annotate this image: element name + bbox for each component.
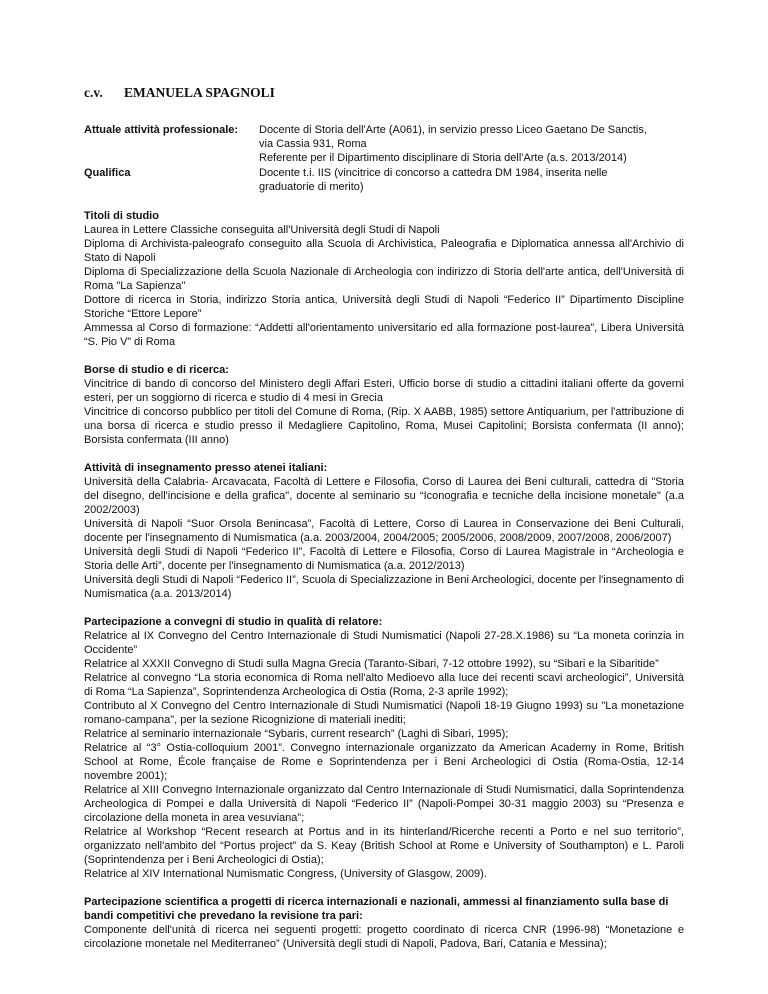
qualification-line: Docente t.i. IIS (vincitrice di concorso a cattedra DM 1984, inserita nelle — [259, 167, 608, 179]
paragraph: Relatrice al Workshop “Recent research at Portus and in its hinterland/Ricerche recenti a Porto e nel suo territorio”, organizzato nell'ambito del “Portus project” da S. Keay (British School at Rome e University of Southampton) e L. Paroli (Soprintendenza per i Beni Archeologici di Ostia); — [84, 826, 684, 866]
person-name: EMANUELA SPAGNOLI — [124, 85, 275, 100]
paragraph: Relatrice al XXXII Convegno di Studi sulla Magna Grecia (Taranto-Sibari, 7-12 ottobre 1992), su “Sibari e la Sibaritide” — [84, 658, 659, 670]
paragraph: Contributo al X Convegno del Centro Internazionale di Studi Numismatici (Napoli 18-19 Giugno 1993) su "La monetazione romano-campana", per la sezione Ricognizione di materiali inediti; — [84, 700, 684, 726]
paragraph: Relatrice al seminario internazionale “Sybaris, current research” (Laghi di Sibari, 1995); — [84, 728, 509, 740]
section-title: Titoli di studio — [84, 210, 159, 222]
qualification-label: Qualifica — [84, 167, 131, 179]
paragraph: Diploma di Archivista-paleografo conseguito alla Scuola di Archivistica, Paleografia e Diplomatica annessa all'Archivio di Stato di Napoli — [84, 238, 684, 264]
current-activity-block — [84, 123, 694, 165]
section-research-projects — [84, 895, 684, 951]
current-activity-line: via Cassia 931, Roma — [259, 138, 367, 150]
cv-label: c.v. — [84, 85, 103, 100]
section-conferences — [84, 615, 684, 881]
paragraph: Dottore di ricerca in Storia, indirizzo Storia antica, Università degli Studi di Napoli “Federico II” Dipartimento Discipline Storiche “Ettore Lepore” — [84, 294, 684, 320]
section-scholarships — [84, 363, 684, 447]
paragraph: Relatrice al “3° Ostia-colloquium 2001”. Convegno internazionale organizzato da American Academy in Rome, British School at Rome, École française de Rome e Soprintendenza per i Beni Archeologici di Ostia (Roma-Ostia, 12-14 novembre 2001); — [84, 742, 684, 782]
paragraph: Componente dell'unità di ricerca nei seguenti progetti: progetto coordinato di ricerca CNR (1996-98) “Monetazione e circolazione monetale nel Mediterraneo” (Università degli studi di Napoli, Padova, Bari, Catania e Messina); — [84, 924, 684, 950]
current-activity-value — [259, 123, 689, 165]
section-education — [84, 209, 684, 349]
paragraph: Relatrice al XIV International Numismatic Congress, (University of Glasgow, 2009). — [84, 868, 487, 880]
qualification-line: graduatorie di merito) — [259, 181, 364, 193]
section-title: Attività di insegnamento presso atenei italiani: — [84, 462, 328, 474]
paragraph: Laurea in Lettere Classiche conseguita all'Università degli Studi di Napoli — [84, 224, 440, 236]
current-activity-label: Attuale attività professionale: — [84, 124, 239, 136]
section-title: Borse di studio e di ricerca: — [84, 364, 229, 376]
paragraph: Diploma di Specializzazione della Scuola Nazionale di Archeologia con indirizzo di Storia dell'arte antica, dell'Università di Roma "La Sapienza" — [84, 266, 684, 292]
paragraph: Università della Calabria- Arcavacata, Facoltà di Lettere e Filosofia, Corso di Laurea dei Beni culturali, cattedra di "Storia del disegno, dell'incisione e della grafica", docente al seminario su “Iconografia e tecniche della incisione monetale" (a.a 2002/2003) — [84, 476, 684, 516]
qualification-value — [259, 166, 689, 194]
section-teaching — [84, 461, 684, 601]
paragraph: Vincitrice di bando di concorso del Ministero degli Affari Esteri, Ufficio borse di studio a cittadini italiani offerte da governi esteri, per un soggiorno di ricerca e studio di 4 mesi in Grecia — [84, 378, 684, 404]
paragraph: Relatrice al convegno “La storia economica di Roma nell'alto Medioevo alla luce dei recenti scavi archeologici”, Università di Roma “La Sapienza”, Soprintendenza Archeologica di Ostia (Roma, 2-3 aprile 1992); — [84, 672, 684, 698]
paragraph: Vincitrice di concorso pubblico per titoli del Comune di Roma, (Rip. X AABB, 1985) settore Antiquarium, per l'attribuzione di una borsa di ricerca e studio presso il Medagliere Capitolino, Roma, Musei Capitolini; Borsista confermata (II anno); Borsista confermata (III anno) — [84, 406, 684, 446]
section-title: Partecipazione scientifica a progetti di ricerca internazionali e nazionali, ammessi al finanziamento sulla base di bandi competitivi che prevedano la revisione tra pari: — [84, 896, 669, 922]
paragraph: Relatrice al XIII Convegno Internazionale organizzato dal Centro Internazionale di Studi Numismatici, dalla Soprintendenza Archeologica di Pompei e dalla Università di Napoli “Federico II” (Napoli-Pompei 30-31 maggio 2003) su “Presenza e circolazione della moneta in area vesuviana”; — [84, 784, 684, 824]
paragraph: Università degli Studi di Napoli “Federico II”, Facoltà di Lettere e Filosofia, Corso di Laurea Magistrale in “Archeologia e Storia delle Arti”, docente per l'insegnamento di Numismatica (a.a. 2012/2013) — [84, 546, 684, 572]
current-activity-line: Referente per il Dipartimento disciplinare di Storia dell'Arte (a.s. 2013/2014) — [259, 152, 627, 164]
section-title: Partecipazione a convegni di studio in qualità di relatore: — [84, 616, 383, 628]
qualification-block — [84, 166, 694, 194]
paragraph: Università di Napoli “Suor Orsola Benincasa”, Facoltà di Lettere, Corso di Laurea in Conservazione dei Beni Culturali, docente per l'insegnamento di Numismatica (a.a. 2003/2004, 2004/2005; 2005/2006, 2008/2009, 2007/2008, 2006/2007) — [84, 518, 684, 544]
paragraph: Università degli Studi di Napoli “Federico II”, Scuola di Specializzazione in Beni Archeologici, docente per l'insegnamento di Numismatica (a.a. 2013/2014) — [84, 574, 684, 600]
cv-header — [84, 86, 275, 100]
paragraph: Ammessa al Corso di formazione: “Addetti all'orientamento universitario ed alla formazione post-laurea”, Libera Università “S. Pio V” di Roma — [84, 322, 684, 348]
paragraph: Relatrice al IX Convegno del Centro Internazionale di Studi Numismatici (Napoli 27-28.X.1986) su “La moneta corinzia in Occidente” — [84, 630, 684, 656]
cv-body — [84, 209, 684, 965]
current-activity-line: Docente di Storia dell'Arte (A061), in servizio presso Liceo Gaetano De Sanctis, — [259, 124, 647, 136]
